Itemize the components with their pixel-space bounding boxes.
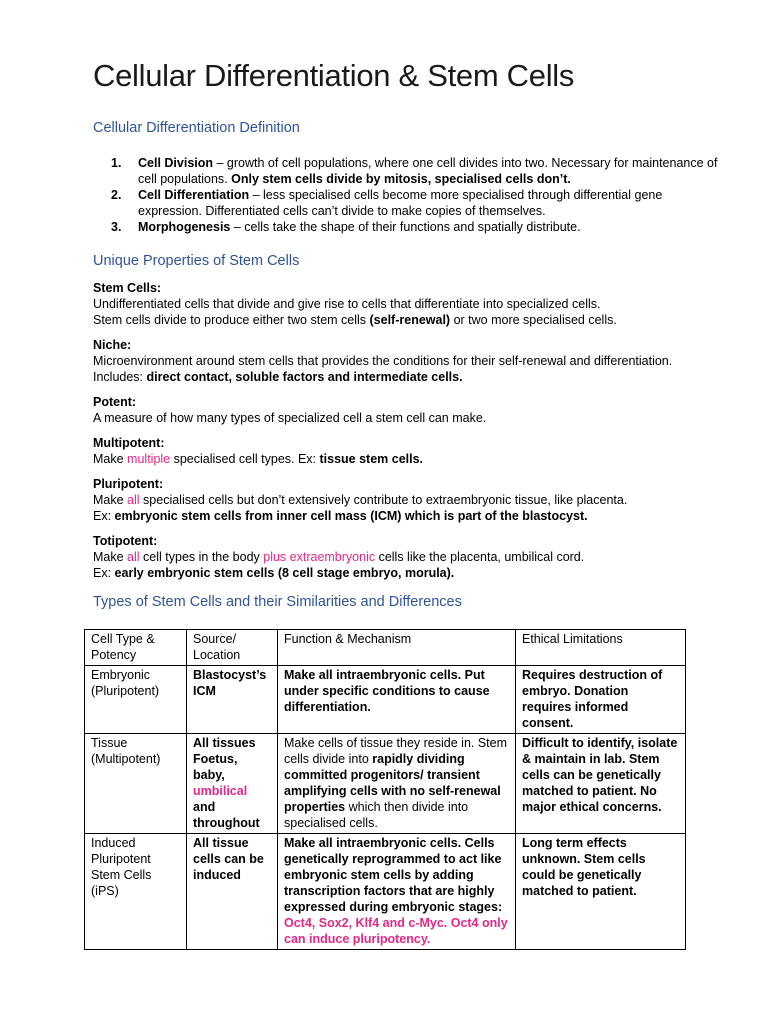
property-text: Make — [93, 452, 128, 466]
property-text: cell types in the body — [139, 550, 264, 564]
section-heading-definition: Cellular Differentiation Definition — [93, 120, 300, 136]
cell-text: which then divide into specialised cells. — [284, 800, 469, 830]
item-number: 3. — [111, 220, 122, 234]
cell-source — [187, 734, 278, 834]
cell-text: All tissues Foetus, baby, — [193, 736, 256, 782]
table-header-row — [85, 630, 686, 666]
property-emphasis: tissue stem cells. — [319, 452, 424, 466]
properties-list — [93, 280, 673, 590]
cell-ethics: Difficult to identify, isolate & maintain in lab. Stem cells can be genetically matched to patient. No major ethical concerns. — [516, 734, 686, 834]
item-number: 2. — [111, 188, 122, 202]
column-header: Function & Mechanism — [278, 630, 516, 666]
table-row — [85, 734, 686, 834]
cell-function: Make all intraembryonic cells. Put under specific conditions to cause differentiation. — [278, 666, 516, 734]
cell-highlight: umbilical — [193, 784, 248, 798]
cell-text: Make all intraembryonic cells. Cells genetically reprogrammed to act like embryonic stem cells by adding transcription factors that are highly expressed during embryonic stages: — [284, 836, 503, 914]
property-highlight: all — [127, 550, 140, 564]
property-multipotent — [93, 435, 673, 467]
cell-source: All tissue cells can be induced — [187, 834, 278, 950]
property-text: Make — [93, 550, 128, 564]
property-text: Undifferentiated cells that divide and give rise to cells that differentiate into specialized cells. — [93, 297, 601, 311]
cell-ethics: Requires destruction of embryo. Donation requires informed consent. — [516, 666, 686, 734]
section-heading-properties: Unique Properties of Stem Cells — [93, 253, 300, 269]
property-highlight: multiple — [127, 452, 171, 466]
definition-item — [111, 187, 728, 219]
cell-source: Blastocyst’s ICM — [187, 666, 278, 734]
property-text: Microenvironment around stem cells that provides the conditions for their self-renewal and differentiation. Includes: — [93, 354, 673, 384]
cell-function — [278, 834, 516, 950]
property-term: Multipotent: — [93, 436, 165, 450]
definition-term: Morphogenesis — [138, 220, 231, 234]
property-text: specialised cells but don’t extensively contribute to extraembryonic tissue, like placenta. — [139, 493, 628, 507]
property-highlight: plus extraembryonic — [263, 550, 376, 564]
property-emphasis: early embryonic stem cells (8 cell stage embryo, morula). — [114, 566, 455, 580]
section-heading-types: Types of Stem Cells and their Similarities and Differences — [93, 594, 462, 610]
property-highlight: all — [127, 493, 140, 507]
property-text: Make — [93, 493, 128, 507]
page-title: Cellular Differentiation & Stem Cells — [93, 58, 575, 93]
definition-list — [93, 155, 728, 235]
property-text: Stem cells divide to produce either two stem cells — [93, 313, 370, 327]
property-term: Pluripotent: — [93, 477, 164, 491]
cell-function — [278, 734, 516, 834]
cell-ethics: Long term effects unknown. Stem cells could be genetically matched to patient. — [516, 834, 686, 950]
definition-text: – cells take the shape of their functions and spatially distribute. — [230, 220, 581, 234]
property-term: Totipotent: — [93, 534, 158, 548]
property-emphasis: direct contact, soluble factors and intermediate cells. — [146, 370, 463, 384]
property-stem-cells — [93, 280, 673, 328]
definition-term: Cell Division — [138, 156, 214, 170]
property-term: Potent: — [93, 395, 137, 409]
property-text: specialised cell types. Ex: — [170, 452, 320, 466]
cell-type: Induced Pluripotent Stem Cells (iPS) — [85, 834, 187, 950]
column-header: Ethical Limitations — [516, 630, 686, 666]
property-potent — [93, 394, 673, 426]
property-text: or two more specialised cells. — [450, 313, 617, 327]
property-niche — [93, 337, 673, 385]
property-emphasis: (self-renewal) — [369, 313, 451, 327]
property-text: Ex: — [93, 566, 115, 580]
definition-text: – growth of cell populations, where one cell divides into two. Necessary for maintenance of cell populations. — [138, 156, 718, 186]
property-text: A measure of how many types of specialized cell a stem cell can make. — [93, 411, 487, 425]
definition-text: – less specialised cells become more specialised through differential gene expression. Differentiated cells can’t divide to make copies of themselves. — [138, 188, 663, 218]
column-header: Source/ Location — [187, 630, 278, 666]
table-row — [85, 834, 686, 950]
property-text: Ex: — [93, 509, 115, 523]
property-term: Stem Cells: — [93, 281, 162, 295]
cell-type: Embryonic (Pluripotent) — [85, 666, 187, 734]
column-header: Cell Type & Potency — [85, 630, 187, 666]
table-row — [85, 666, 686, 734]
property-text: cells like the placenta, umbilical cord. — [375, 550, 585, 564]
property-emphasis: embryonic stem cells from inner cell mass (ICM) which is part of the blastocyst. — [114, 509, 588, 523]
item-number: 1. — [111, 156, 122, 170]
definition-item — [111, 155, 728, 187]
cell-type: Tissue (Multipotent) — [85, 734, 187, 834]
definition-emphasis: Only stem cells divide by mitosis, specialised cells don’t. — [231, 172, 571, 186]
stem-cell-table — [84, 629, 686, 950]
cell-text: and throughout — [193, 800, 260, 830]
cell-text: Make cells of tissue they reside in. Stem cells divide into — [284, 736, 508, 766]
property-term: Niche: — [93, 338, 132, 352]
definition-term: Cell Differentiation — [138, 188, 250, 202]
cell-emphasis: rapidly dividing committed progenitors/ transient amplifying cells with no self-renewal properties — [284, 752, 501, 814]
cell-highlight: Oct4, Sox2, Klf4 and c-Myc. Oct4 only can induce pluripotency. — [284, 916, 508, 946]
property-totipotent — [93, 533, 673, 581]
property-pluripotent — [93, 476, 673, 524]
definition-item — [111, 219, 728, 235]
